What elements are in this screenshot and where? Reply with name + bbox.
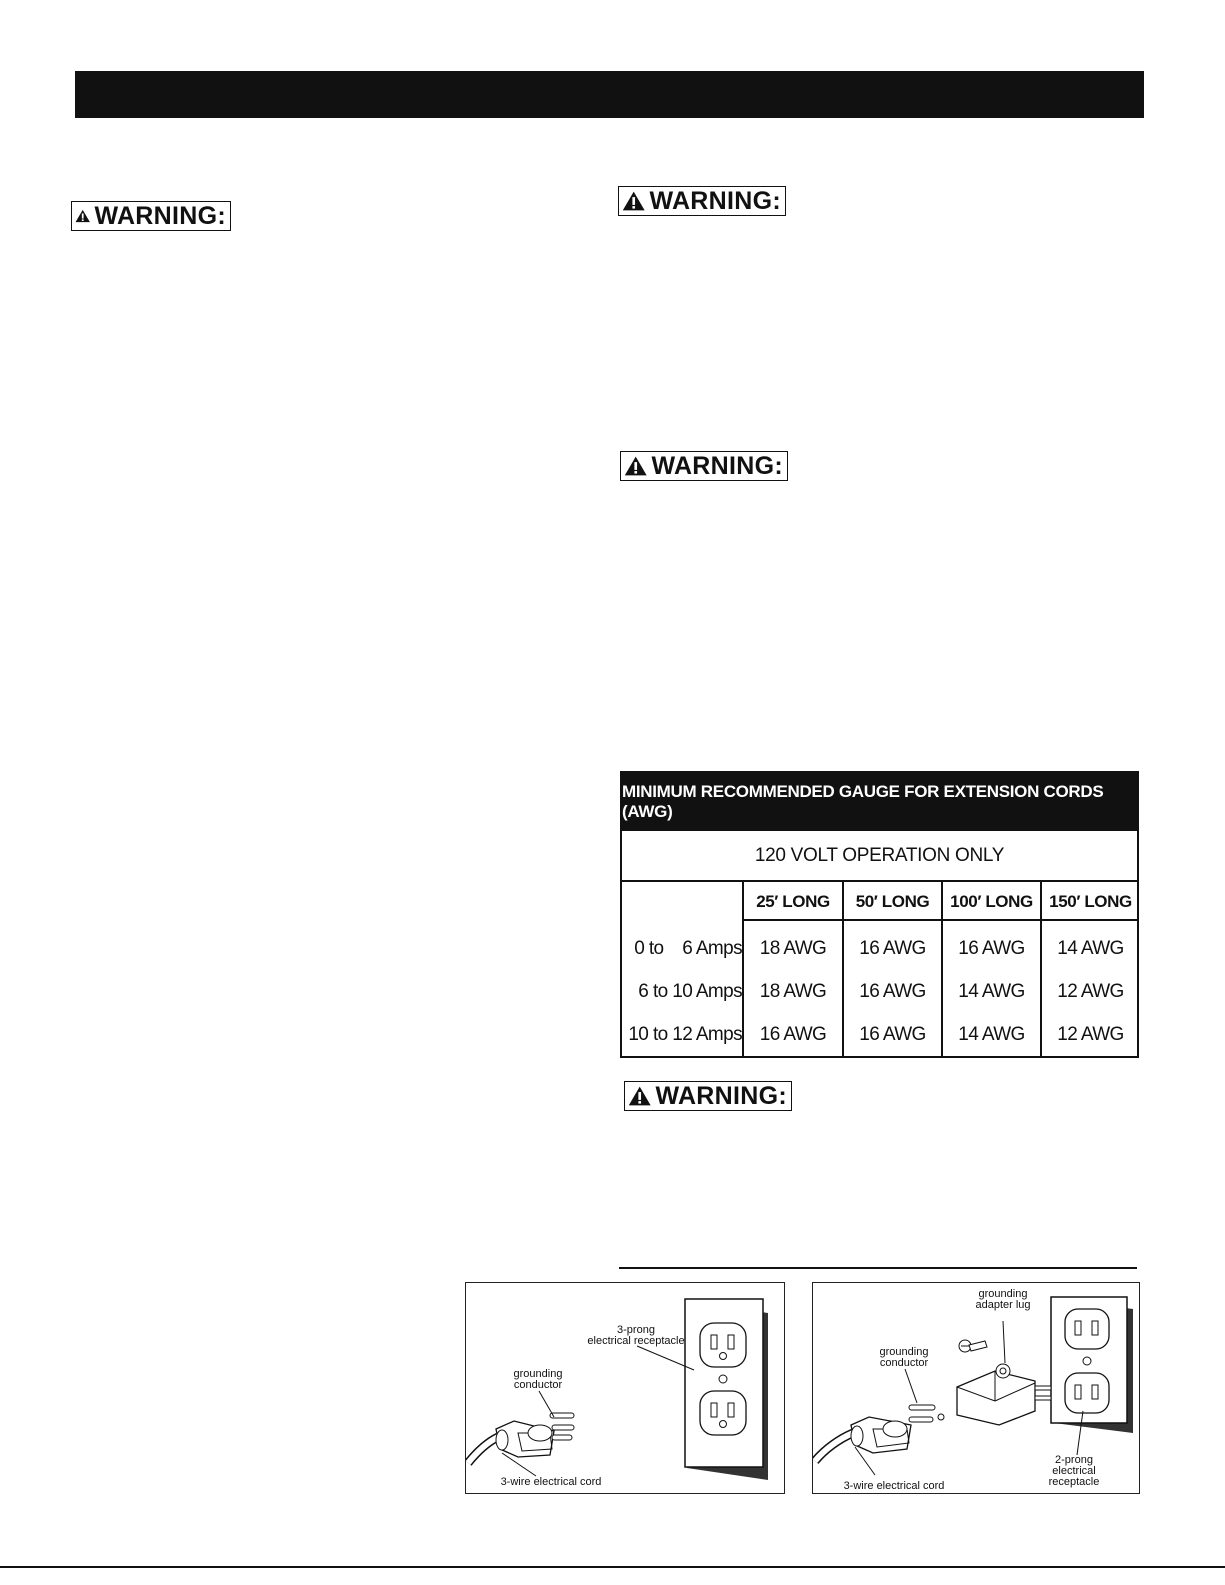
receptacle-label: 2-prong electrical receptacle xyxy=(1048,1454,1100,1488)
column-header: 100′ LONG xyxy=(950,891,1033,911)
section-header-bar xyxy=(75,71,1144,118)
table-cell: 18 AWG xyxy=(759,981,827,1002)
table-cell: 12 AWG xyxy=(1057,981,1124,1002)
warning-label xyxy=(620,451,788,481)
column-header: 150′ LONG xyxy=(1049,891,1132,911)
table-subtitle: 120 VOLT OPERATION ONLY xyxy=(622,831,1137,882)
table-cell: 16 AWG xyxy=(958,938,1025,959)
header-divider xyxy=(744,919,1137,921)
warning-triangle-icon xyxy=(628,1083,651,1109)
section-rule xyxy=(619,1267,1137,1269)
warning-label xyxy=(618,186,786,216)
page-bottom-rule xyxy=(0,1566,1225,1568)
table-cell: 16 AWG xyxy=(859,981,926,1002)
warning-triangle-icon xyxy=(622,188,645,214)
warning-triangle-icon xyxy=(624,453,647,479)
row-label: 10 to 12 Amps xyxy=(628,1024,742,1045)
cord-label: 3-wire electrical cord xyxy=(500,1476,602,1488)
table-title: MINIMUM RECOMMENDED GAUGE FOR EXTENSION CORDS (AWG) xyxy=(622,773,1137,831)
table-cell: 14 AWG xyxy=(1057,938,1124,959)
warning-text: WARNING: xyxy=(655,1081,787,1110)
row-label: 0 to 6 Amps xyxy=(634,938,742,959)
warning-text: WARNING: xyxy=(649,186,781,215)
table-cell: 18 AWG xyxy=(759,938,827,959)
extension-cord-gauge-table xyxy=(620,771,1139,1058)
column-header: 50′ LONG xyxy=(855,891,930,911)
warning-label xyxy=(71,201,231,231)
adapter-lug-label: grounding adapter lug xyxy=(975,1288,1031,1311)
table-cell: 16 AWG xyxy=(859,938,926,959)
two-prong-receptacle-figure xyxy=(812,1282,1140,1494)
table-cell: 14 AWG xyxy=(958,1024,1025,1045)
warning-text: WARNING: xyxy=(651,451,783,480)
table-cell: 12 AWG xyxy=(1057,1024,1124,1045)
table-cell: 16 AWG xyxy=(759,1024,827,1045)
cord-label: 3-wire electrical cord xyxy=(843,1480,945,1492)
table-cell: 14 AWG xyxy=(958,981,1025,1002)
grounding-conductor-label: grounding conductor xyxy=(513,1368,563,1391)
column-header: 25′ LONG xyxy=(756,891,830,911)
three-prong-receptacle-figure xyxy=(465,1282,785,1494)
row-label: 6 to 10 Amps xyxy=(638,981,742,1002)
grounding-conductor-label: grounding conductor xyxy=(879,1346,929,1369)
table-cell: 16 AWG xyxy=(859,1024,926,1045)
receptacle-label: 3-prong electrical receptacle xyxy=(587,1324,685,1347)
warning-label xyxy=(624,1081,792,1111)
warning-triangle-icon xyxy=(75,203,90,229)
warning-text: WARNING: xyxy=(94,201,226,230)
